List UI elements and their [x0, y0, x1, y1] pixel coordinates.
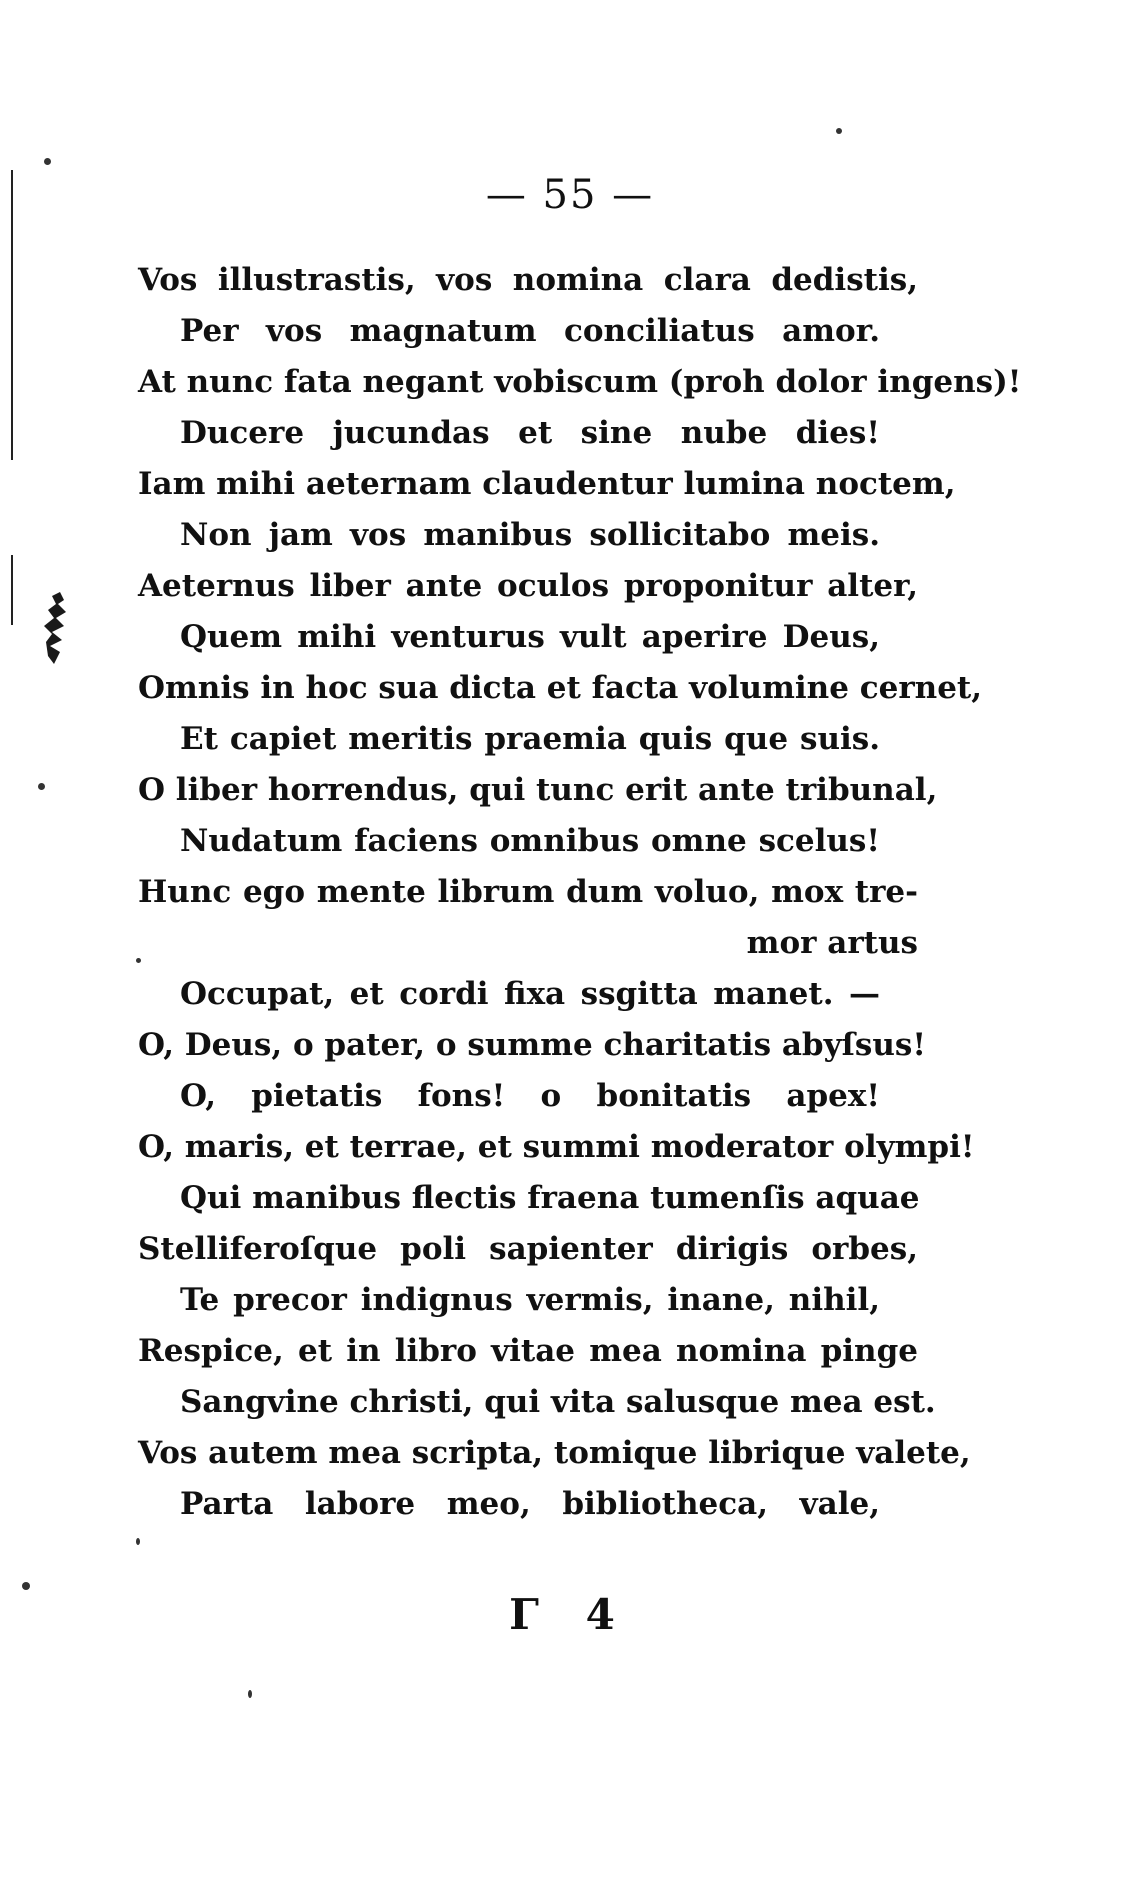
poem-line: Per vos magnatum conciliatus amor. [180, 313, 880, 349]
poem-line-continuation: mor artus [746, 925, 918, 961]
poem-line: Vos autem mea scripta, tomique librique valete, [138, 1435, 971, 1471]
margin-ornament-icon [42, 590, 76, 666]
poem-line: Te precor indignus vermis, inane, nihil, [180, 1282, 880, 1318]
poem-line: Qui manibus flectis fraena tumenſis aquae [180, 1180, 920, 1216]
poem-line: O, maris, et terrae, et summi moderator olympi! [138, 1129, 975, 1165]
poem-line: O, Deus, o pater, o summe charitatis abyſsus! [138, 1027, 926, 1063]
poem-line: At nunc fata negant vobiscum (proh dolor ingens)! [138, 364, 1022, 400]
ink-speck [136, 1538, 140, 1545]
poem-text [138, 255, 1022, 1530]
ink-speck [44, 158, 51, 165]
poem-line: O liber horrendus, qui tunc erit ante tribunal, [138, 772, 938, 808]
poem-line: Stelliferoſque poli sapienter dirigis orbes, [138, 1231, 918, 1267]
poem-line: Occupat, et cordi fixa ssgitta manet. — [180, 976, 880, 1012]
poem-line: Parta labore meo, bibliotheca, vale, [180, 1486, 880, 1522]
poem-line: Et capiet meritis praemia quis que suis. [180, 721, 880, 757]
poem-line: O, pietatis fons! o bonitatis apex! [180, 1078, 880, 1114]
poem-line: Nudatum faciens omnibus omne scelus! [180, 823, 880, 859]
poem-line: Hunc ego mente librum dum voluo, mox tre- [138, 874, 918, 910]
printer-signature-mark: Γ 4 [509, 1590, 631, 1639]
ink-speck [836, 128, 842, 134]
poem-line: Ducere jucundas et sine nube dies! [180, 415, 880, 451]
poem-line: Non jam vos manibus sollicitabo meis. [180, 517, 880, 553]
left-edge-rule-mid [11, 555, 13, 625]
ink-speck [38, 783, 45, 790]
ink-speck [248, 1690, 252, 1698]
page-number: — 55 — [485, 172, 655, 218]
ink-speck [22, 1582, 30, 1590]
poem-line: Omnis in hoc sua dicta et facta volumine cernet, [138, 670, 983, 706]
poem-line: Iam mihi aeternam claudentur lumina noctem, [138, 466, 956, 502]
poem-line: Sangvine christi, qui vita salusque mea est. [180, 1384, 936, 1420]
poem-line: Aeternus liber ante oculos proponitur alter, [138, 568, 918, 604]
poem-line: Quem mihi venturus vult aperire Deus, [180, 619, 880, 655]
poem-line: Vos illustrastis, vos nomina clara dedistis, [138, 262, 918, 298]
poem-line: Respice, et in libro vitae mea nomina pinge [138, 1333, 918, 1369]
